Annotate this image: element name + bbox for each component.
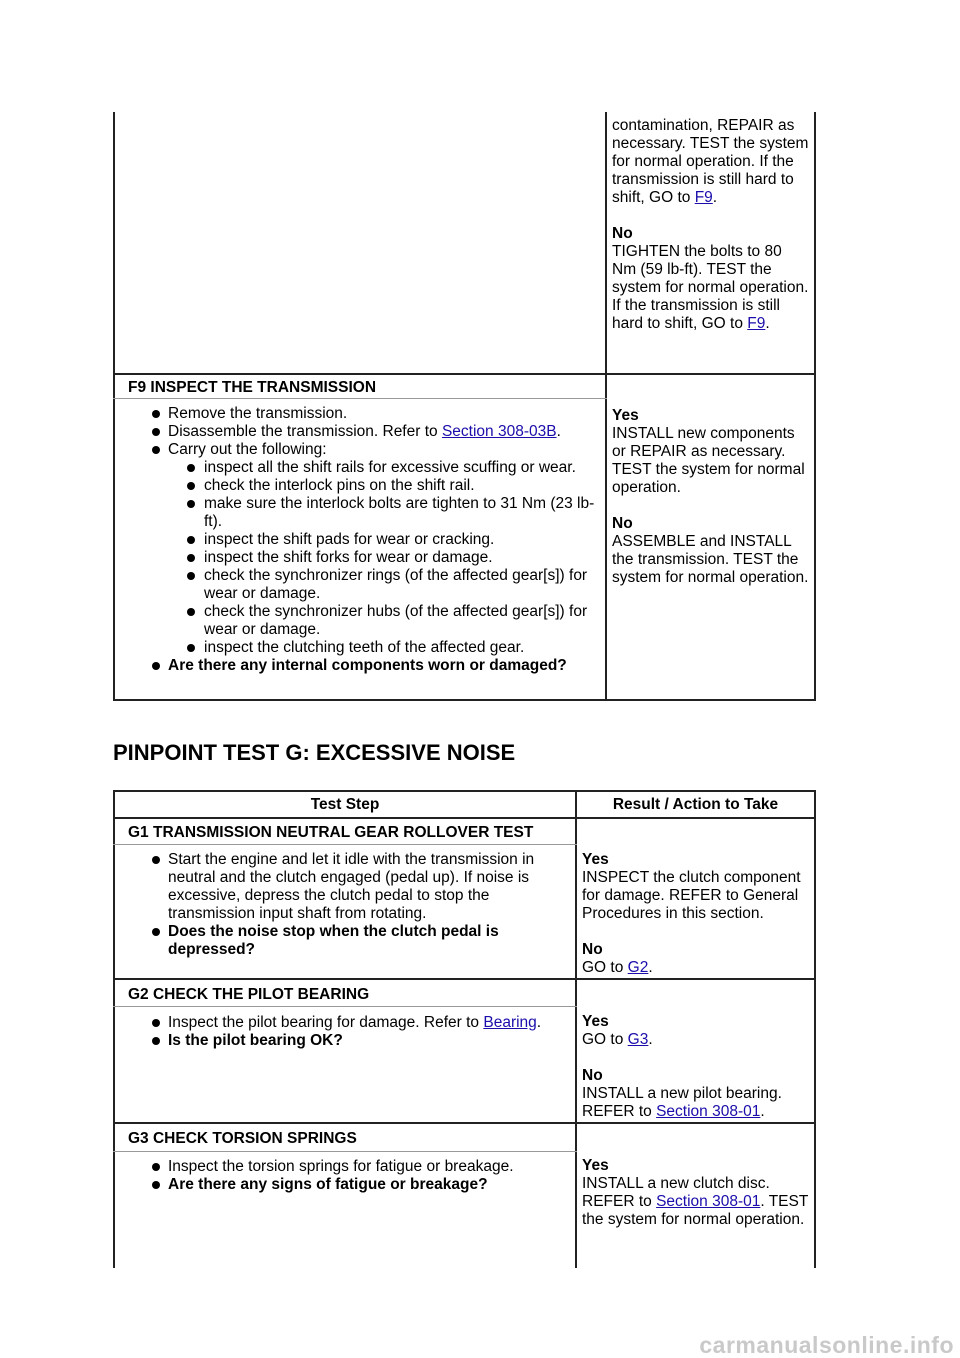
header-divider: [113, 817, 816, 819]
g2-yes-text: GO to G3.: [582, 1031, 653, 1048]
g2-question: Is the pilot bearing OK?: [138, 1032, 568, 1050]
bearing-link[interactable]: Bearing: [483, 1014, 537, 1031]
section-308-01-link[interactable]: Section 308-01: [656, 1193, 761, 1210]
g2-result-cell: [582, 1013, 812, 1121]
watermark: carmanualsonline.info: [699, 1332, 954, 1358]
table-border-top: [113, 790, 816, 792]
table-border-right: [814, 112, 816, 701]
g3-yes-label: Yes: [582, 1157, 609, 1174]
row-divider: [113, 1122, 816, 1124]
g1-yes-text: INSPECT the clutch component for damage. REFER to General Procedures in this section.: [582, 869, 801, 922]
f8-no-text: TIGHTEN the bolts to 80 Nm (59 lb-ft). TEST the system for normal operation. If the transmission is still hard to shift, GO to F9.: [612, 243, 809, 332]
column-header-test-step: Test Step: [310, 796, 380, 813]
f9-yes-text: INSTALL new components or REPAIR as necessary. TEST the system for normal operation.: [612, 425, 805, 496]
list-item: inspect all the shift rails for excessive scuffing or wear.: [186, 459, 600, 477]
g3-title: G3 CHECK TORSION SPRINGS: [128, 1130, 357, 1147]
g2-yes-label: Yes: [582, 1013, 609, 1030]
g3-step-cell: [138, 1158, 568, 1194]
table-border-left: [113, 790, 115, 1268]
f9-step-cell: [138, 405, 600, 675]
f8-result-cell: [612, 117, 810, 333]
table-border-left: [113, 112, 115, 701]
g3-question: Are there any signs of fatigue or breakage?: [138, 1176, 568, 1194]
f9-question: Are there any internal components worn or damaged?: [138, 657, 600, 675]
g2-step-cell: [138, 1014, 568, 1050]
list-item: Disassemble the transmission. Refer to Section 308-03B.: [138, 423, 600, 441]
list-item: check the interlock pins on the shift rail.: [186, 477, 600, 495]
title-divider: [113, 844, 577, 845]
g1-question: Does the noise stop when the clutch pedal is depressed?: [138, 923, 568, 959]
title-divider: [113, 1006, 577, 1007]
g3-result-cell: [582, 1157, 812, 1229]
list-item: check the synchronizer rings (of the affected gear[s]) for wear or damage.: [186, 567, 600, 603]
g3-yes-text: INSTALL a new clutch disc. REFER to Section 308-01. TEST the system for normal operation.: [582, 1175, 809, 1228]
table-border-right: [814, 790, 816, 1268]
list-item: check the synchronizer hubs (of the affected gear[s]) for wear or damage.: [186, 603, 600, 639]
title-divider: [113, 398, 607, 399]
table-border-bottom: [113, 699, 816, 701]
table-border-middle: [575, 790, 577, 1268]
g2-link[interactable]: G2: [627, 959, 649, 976]
g2-no-label: No: [582, 1067, 603, 1084]
g3-link[interactable]: G3: [627, 1031, 649, 1048]
title-divider: [113, 1151, 577, 1152]
list-item: Remove the transmission.: [138, 405, 600, 423]
g2-title: G2 CHECK THE PILOT BEARING: [128, 986, 370, 1003]
f8-no-label: No: [612, 225, 633, 242]
section-308-03b-link[interactable]: Section 308-03B: [441, 423, 557, 440]
list-item: make sure the interlock bolts are tighten to 31 Nm (23 lb-ft).: [186, 495, 600, 531]
row-divider: [113, 978, 816, 980]
section-308-01-link[interactable]: Section 308-01: [656, 1103, 761, 1120]
row-divider: [113, 373, 816, 375]
f9-sub-list: [138, 459, 600, 657]
g1-title: G1 TRANSMISSION NEUTRAL GEAR ROLLOVER TEST: [128, 824, 534, 841]
f9-no-text: ASSEMBLE and INSTALL the transmission. TEST the system for normal operation.: [612, 533, 809, 586]
column-header-result: Result / Action to Take: [612, 796, 779, 813]
f9-title: F9 INSPECT THE TRANSMISSION: [128, 379, 377, 396]
f9-result-cell: [612, 407, 810, 587]
g1-no-label: No: [582, 941, 603, 958]
f9-yes-label: Yes: [612, 407, 639, 424]
f9-link-2[interactable]: F9: [747, 315, 766, 332]
g1-result-cell: [582, 851, 812, 977]
list-item: inspect the shift pads for wear or cracking.: [186, 531, 600, 549]
f8-yes-text: contamination, REPAIR as necessary. TEST the system for normal operation. If the transmission is still hard to shift, GO to F9.: [612, 117, 809, 206]
list-item: Inspect the pilot bearing for damage. Refer to Bearing.: [138, 1014, 568, 1032]
f9-link[interactable]: F9: [694, 189, 713, 206]
g1-yes-label: Yes: [582, 851, 609, 868]
g1-step-cell: [138, 851, 568, 959]
list-item: inspect the shift forks for wear or damage.: [186, 549, 600, 567]
list-item: Start the engine and let it idle with the transmission in neutral and the clutch engaged (pedal up). If noise is excessive, depress the clutch pedal to stop the transmission input shaft from rotating.: [138, 851, 568, 923]
page-title: PINPOINT TEST G: EXCESSIVE NOISE: [113, 740, 516, 765]
f9-no-label: No: [612, 515, 633, 532]
table-border-middle: [605, 112, 607, 701]
list-item: Carry out the following:: [138, 441, 600, 459]
g2-no-text: INSTALL a new pilot bearing. REFER to Section 308-01.: [582, 1085, 782, 1120]
list-item: inspect the clutching teeth of the affected gear.: [186, 639, 600, 657]
list-item: Inspect the torsion springs for fatigue or breakage.: [138, 1158, 568, 1176]
g1-no-text: GO to G2.: [582, 959, 653, 976]
